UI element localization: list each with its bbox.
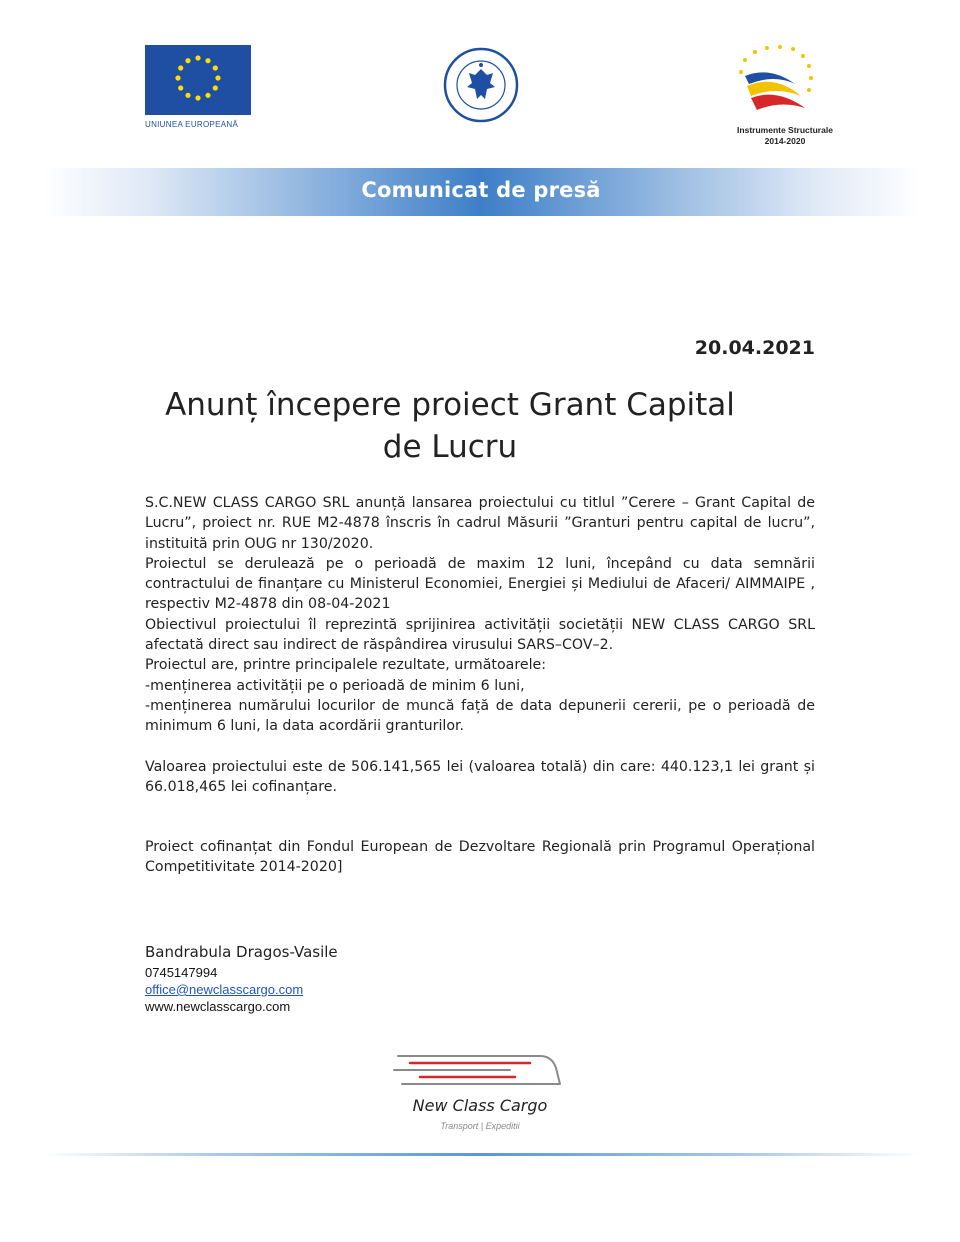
- signatory-email-wrap: [145, 982, 303, 997]
- signatory-phone: 0745147994: [145, 965, 218, 980]
- signatory-name: Bandrabula Dragos-Vasile: [145, 943, 338, 961]
- structural-instruments-caption: [720, 125, 850, 147]
- paragraph-result-2: -menținerea numărului locurilor de muncă față de data depunerii cererii, pe o perioadă de minimum 6 luni, la data acordării granturilor.: [145, 697, 815, 735]
- document-date: 20.04.2021: [694, 337, 815, 359]
- title-line-2: de Lucru: [382, 429, 518, 465]
- government-seal-logo: [443, 47, 519, 123]
- brand-name: New Class Cargo: [412, 1096, 548, 1115]
- eu-caption: UNIUNEA EUROPEANĂ: [145, 120, 239, 129]
- brand-tagline: Transport | Expeditii: [440, 1121, 520, 1131]
- eu-flag-icon: [145, 45, 251, 115]
- paragraph-duration: Proiectul se derulează pe o perioadă de maxim 12 luni, începând cu data semnării contractului de finanțare cu Ministerul Economiei, Energiei și Mediului de Afaceri/ AIMMAIPE , respectiv M2-4878 din 08-04-2021: [145, 555, 815, 613]
- new-class-cargo-logo: [380, 1050, 580, 1135]
- press-release-banner: [42, 168, 920, 216]
- caption-line-1: Instrumente Structurale: [737, 125, 833, 135]
- banner-title: Comunicat de presă: [361, 178, 601, 202]
- paragraph-objective: Obiectivul proiectului îl reprezintă sprijinirea activității societății NEW CLASS CARGO SRL afectată direct sau indirect de răspândirea virusului SARS–COV–2.: [145, 616, 815, 654]
- footer-divider: [42, 1153, 920, 1156]
- document-body: [145, 493, 815, 878]
- truck-lines-icon: [380, 1050, 580, 1090]
- paragraph-value: Valoarea proiectului este de 506.141,565 lei (valoarea totală) din care: 440.123,1 lei grant și 66.018,465 lei cofinanțare.: [145, 758, 815, 795]
- title-line-1: Anunț începere proiect Grant Capital: [165, 387, 735, 423]
- eu-logo: [145, 45, 253, 129]
- email-link[interactable]: office@newclasscargo.com: [145, 982, 304, 997]
- paragraph-result-1: -menținerea activității pe o perioadă de minim 6 luni,: [145, 677, 525, 694]
- signatory-website: www.newclasscargo.com: [145, 999, 291, 1014]
- document-title: [100, 384, 800, 468]
- paragraph-results-intro: Proiectul are, printre principalele rezultate, următoarele:: [145, 657, 547, 674]
- paragraph-intro: S.C.NEW CLASS CARGO SRL anunță lansarea proiectului cu titlul ”Cerere – Grant Capital de Lucru”, proiect nr. RUE M2-4878 înscris în cadrul Măsurii ”Granturi pentru capital de lucru”, instituită prin OUG nr 130/2020.: [145, 495, 815, 552]
- paragraph-cofinancing: Proiect cofinanțat din Fondul European de Dezvoltare Regională prin Programul Operațional Competitivitate 2014-2020]: [145, 839, 815, 876]
- caption-line-2: 2014-2020: [764, 136, 806, 146]
